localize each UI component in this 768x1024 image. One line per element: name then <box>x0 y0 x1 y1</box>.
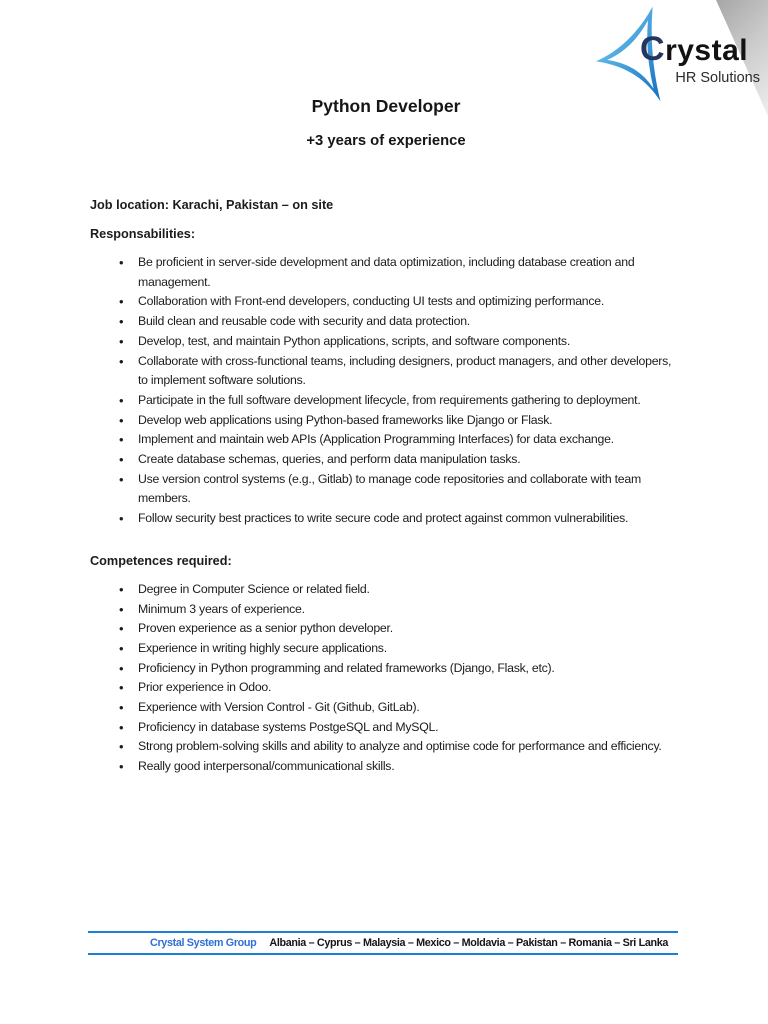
brand-tagline: HR Solutions <box>675 70 760 86</box>
job-location: Job location: Karachi, Pakistan – on site <box>90 198 334 212</box>
list-item: • Collaborate with cross-functional teams, including designers, product managers, and other developers, to implement software solutions. <box>90 352 682 391</box>
brand-name <box>640 30 748 69</box>
list-item: • Collaboration with Front-end developers, conducting UI tests and optimizing performance. <box>90 292 682 312</box>
responsibilities-heading: Responsabilities: <box>90 227 196 241</box>
brand-initial: C <box>640 30 666 68</box>
list-item: • Minimum 3 years of experience. <box>90 600 682 620</box>
job-title: Python Developer <box>311 96 461 116</box>
list-item: • Experience in writing highly secure applications. <box>90 639 682 659</box>
list-item: • Strong problem-solving skills and ability to analyze and optimise code for performance and efficiency. <box>90 737 682 757</box>
list-item: • Degree in Computer Science or related field. <box>90 580 682 600</box>
competences-list <box>90 580 682 777</box>
footer-company-name: Crystal System Group <box>150 937 257 949</box>
list-item: • Implement and maintain web APIs (Application Programming Interfaces) for data exchange. <box>90 430 682 450</box>
list-item: • Prior experience in Odoo. <box>90 678 682 698</box>
list-item: • Proficiency in Python programming and related frameworks (Django, Flask, etc). <box>90 659 682 679</box>
list-item: • Be proficient in server-side development and data optimization, including database creation and management. <box>90 253 682 292</box>
brand-rest: rystal <box>665 34 749 67</box>
responsibilities-list <box>90 253 682 529</box>
experience-subtitle: +3 years of experience <box>306 133 466 149</box>
list-item: • Follow security best practices to write secure code and protect against common vulnerabilities. <box>90 509 682 529</box>
list-item: • Develop, test, and maintain Python applications, scripts, and software components. <box>90 332 682 352</box>
footer-countries: Albania – Cyprus – Malaysia – Mexico – Moldavia – Pakistan – Romania – Sri Lanka <box>269 937 669 949</box>
list-item: • Experience with Version Control - Git (Github, GitLab). <box>90 698 682 718</box>
footer-text-row <box>88 933 678 953</box>
list-item: • Build clean and reusable code with security and data protection. <box>90 312 682 332</box>
page-footer <box>88 931 678 955</box>
list-item: • Create database schemas, queries, and perform data manipulation tasks. <box>90 450 682 470</box>
document-content <box>0 96 768 777</box>
footer-bottom-rule <box>88 953 678 955</box>
competences-heading: Competences required: <box>90 553 232 568</box>
list-item: • Develop web applications using Python-based frameworks like Django or Flask. <box>90 411 682 431</box>
list-item: • Proficiency in database systems PostgeSQL and MySQL. <box>90 718 682 738</box>
list-item: • Really good interpersonal/communicational skills. <box>90 757 682 777</box>
list-item: • Participate in the full software development lifecycle, from requirements gathering to deployment. <box>90 391 682 411</box>
list-item: • Proven experience as a senior python developer. <box>90 619 682 639</box>
list-item: • Use version control systems (e.g., Gitlab) to manage code repositories and collaborate with team members. <box>90 470 682 509</box>
company-logo <box>592 0 762 108</box>
